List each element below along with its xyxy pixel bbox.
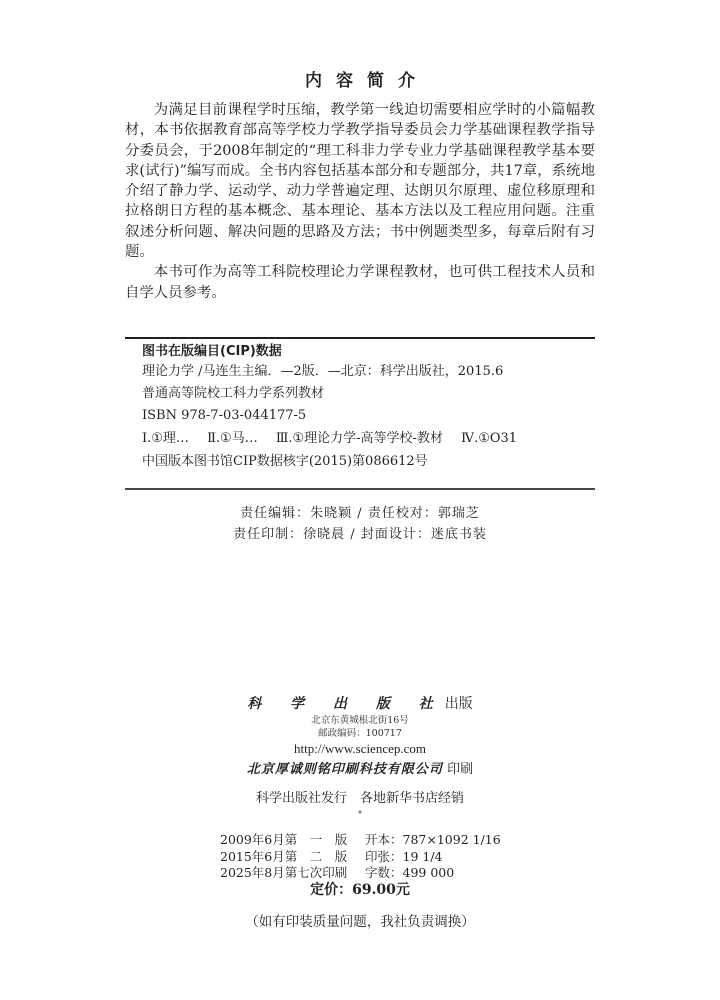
- edition-row: [220, 865, 520, 882]
- distribution-line: 科学出版社发行 各地新华书店经销: [255, 791, 464, 806]
- cip-data-block: [142, 342, 592, 474]
- cip-number: 中国版本图书馆CIP数据核字(2015)第086612号: [142, 454, 428, 469]
- printer-line: [0, 760, 720, 780]
- printer-name: 北京厚诚则铭印刷科技有限公司: [246, 762, 443, 777]
- edition-date: 2025年8月第七次印刷: [220, 865, 348, 880]
- cip-heading: 图书在版编目(CIP)数据: [142, 344, 282, 359]
- publisher-url: http://www.sciencep.com: [293, 741, 426, 756]
- cip-series-line: 普通高等院校工科力学系列教材: [142, 386, 325, 401]
- edition-table: [220, 832, 520, 882]
- intro-paragraph-1: 为满足目前课程学时压缩，教学第一线迫切需要相应学时的小篇幅教材，本书依据教育部高等学校力学教学指导委员会力学基础课程教学指导分委员会，于2008年制定的“理工科非力学专业力学基础课程教学基本要求(试行)”编写而成。全书内容包括基本部分和专题部分，共17章，系统地介绍了静力学、运动学、动力学普遍定理、达朗贝尔原理、虚位移原理和拉格朗日方程的基本概念、基本理论、基本方法以及工程应用问题。注重叙述分析问题、解决问题的思路及方法；书中例题类型多，每章后附有习题。: [125, 102, 595, 261]
- credits-editors: 责任编辑：朱晓颖 / 责任校对：郭瑞芝: [240, 506, 480, 521]
- printer-suffix: 印刷: [447, 762, 474, 777]
- publisher-name-line: [0, 694, 720, 714]
- cip-index-term: Ⅱ.①马…: [207, 431, 258, 446]
- cip-index-term: Ⅳ.①O31: [461, 431, 518, 446]
- edition-spec: 印张：19 1/4: [365, 848, 443, 864]
- edition-spec: 开本：787×1092 1/16: [365, 832, 501, 847]
- publisher-postcode: 邮政编码：100717: [318, 728, 402, 739]
- credits: [0, 503, 720, 545]
- cip-index-term: Ⅰ.①理…: [142, 431, 189, 446]
- publisher-logo-text: 科 学 出 版 社: [247, 696, 445, 712]
- cip-index-term: Ⅲ.①理论力学-高等学校-教材: [275, 431, 443, 446]
- edition-row: [220, 832, 520, 849]
- intro-paragraph-2: 本书可作为高等工科院校理论力学课程教材，也可供工程技术人员和自学人员参考。: [125, 264, 595, 301]
- publisher-address: 北京东黄城根北街16号: [311, 715, 409, 726]
- intro-text: [125, 100, 595, 303]
- edition-spec: 字数：499 000: [365, 865, 455, 880]
- cip-bottom-rule: [125, 488, 595, 490]
- price: 定价：69.00元: [310, 882, 410, 898]
- separator-star: *: [357, 810, 363, 820]
- section-title: 内容简介: [305, 71, 429, 91]
- cip-top-rule: [125, 337, 595, 339]
- edition-date: 2009年6月第 一 版: [220, 832, 348, 847]
- edition-row: [220, 849, 520, 866]
- credits-production: 责任印制：徐晓晨 / 封面设计：迷底书装: [233, 527, 487, 542]
- publisher-block: [0, 694, 720, 780]
- cip-title-line: 理论力学 /马连生主编．—2版．—北京：科学出版社，2015.6: [142, 364, 504, 379]
- cip-isbn: ISBN 978-7-03-044177-5: [142, 408, 307, 423]
- publisher-suffix: 出版: [444, 696, 473, 712]
- edition-date: 2015年6月第 二 版: [220, 848, 348, 864]
- cip-index-terms: [142, 429, 592, 452]
- quality-notice: （如有印装质量问题，我社负责调换）: [245, 914, 475, 930]
